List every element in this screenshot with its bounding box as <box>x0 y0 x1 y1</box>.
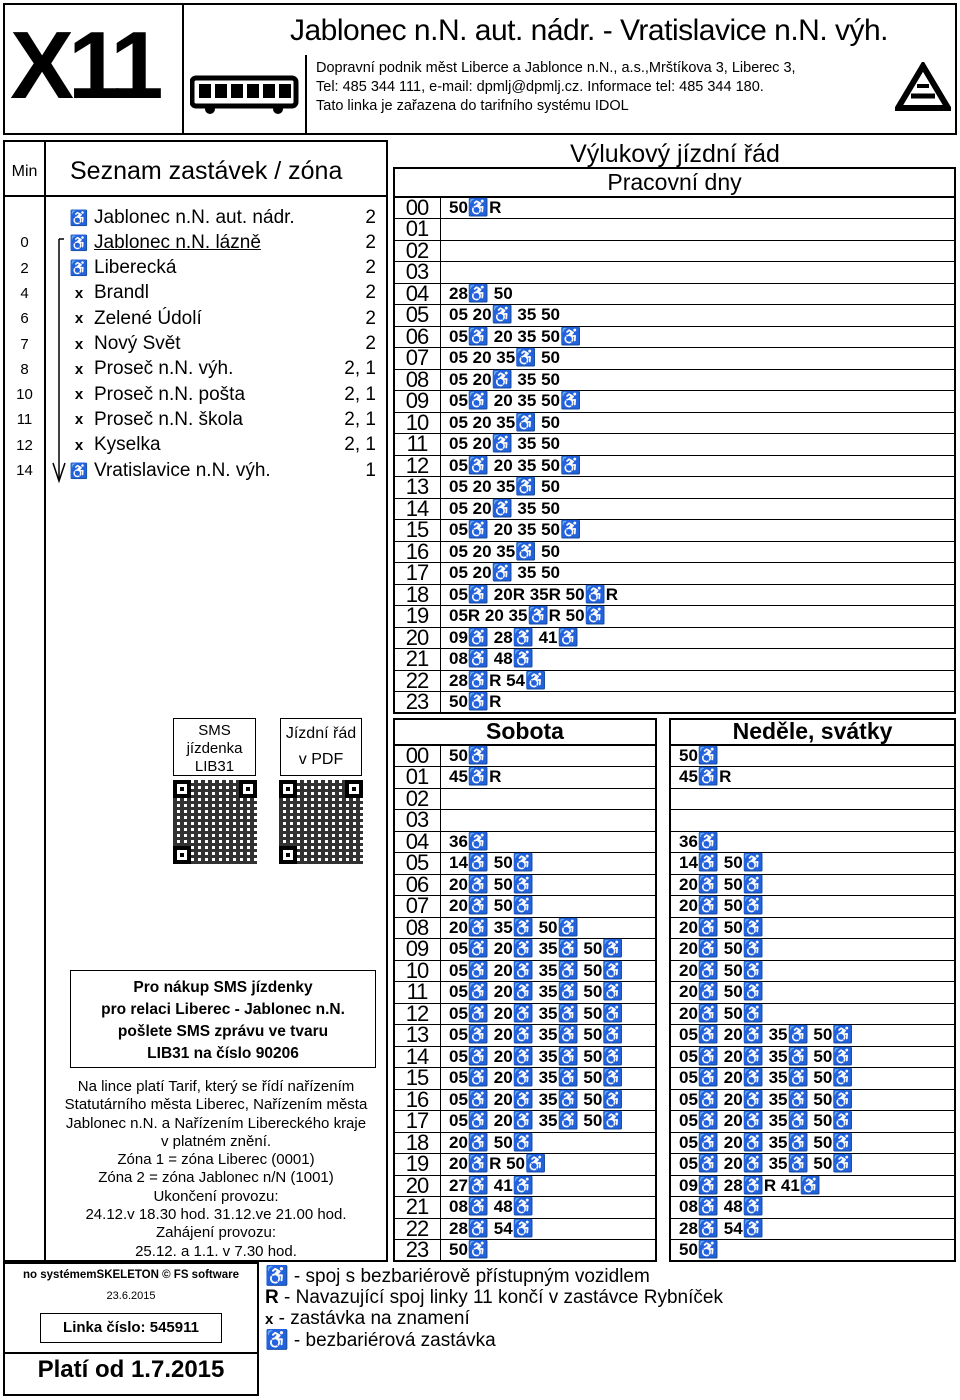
schedule-minutes: 05 20♿ 35 50 <box>449 434 560 454</box>
schedule-row <box>393 345 956 371</box>
stop-name: Proseč n.N. škola <box>94 408 243 430</box>
request-stop-mark: x <box>74 335 84 353</box>
schedule-minutes: 09♿ 28♿ 41♿ <box>449 627 579 647</box>
valid-from: Platí od 1.7.2015 <box>37 1356 225 1383</box>
weekday-schedule <box>393 194 956 715</box>
schedule-minutes: 50♿ <box>449 1240 490 1260</box>
pdf-timetable-box: Jízdní řád v PDF <box>280 718 362 776</box>
valid-from-divider <box>3 1352 259 1354</box>
stop-zone: 2, 1 <box>344 408 376 430</box>
line-number: Linka číslo: 545911 <box>63 1319 199 1336</box>
schedule-row <box>669 1089 956 1111</box>
min-header-divider <box>3 195 46 197</box>
schedule-row <box>393 624 956 650</box>
schedule-row <box>393 603 956 629</box>
schedule-hour: 10 <box>405 409 429 435</box>
line-number-box <box>40 1313 222 1343</box>
schedule-hour: 17 <box>405 1108 429 1134</box>
schedule-row <box>669 1003 956 1025</box>
request-stop-mark: x <box>74 411 84 429</box>
schedule-hour: 19 <box>405 603 429 629</box>
schedule-minutes: 45♿R <box>679 767 732 787</box>
accessible-stop-icon: ♿ <box>69 234 89 252</box>
schedule-row <box>669 917 956 939</box>
legend-accessible-stop: ♿ - bezbariérová zastávka <box>265 1330 496 1351</box>
schedule-row <box>393 323 956 349</box>
schedule-hour: 20 <box>405 624 429 650</box>
schedule-hour: 03 <box>405 807 429 833</box>
sms-info-box: Pro nákup SMS jízdenky pro relaci Liberec - Jablonec n.N. pošlete SMS zprávu ve tvaru LIB31 na číslo 90206 <box>70 970 376 1068</box>
schedule-row <box>393 689 956 715</box>
schedule-hour: 13 <box>405 1022 429 1048</box>
schedule-row <box>669 939 956 961</box>
schedule-minutes: 20♿ 50♿ <box>679 939 764 959</box>
schedule-minutes: 05♿ 20♿ 35♿ 50♿ <box>449 960 624 980</box>
schedule-minutes: 36♿ <box>449 831 490 851</box>
schedule-row <box>669 853 956 875</box>
schedule-minutes: 50♿R <box>449 692 502 712</box>
saturday-title: Sobota <box>486 718 564 744</box>
legend-request-stop: x - zastávka na znamení <box>265 1308 470 1329</box>
stop-name: Proseč n.N. pošta <box>94 383 246 405</box>
stop-zone: 2 <box>365 231 376 253</box>
schedule-row <box>393 259 956 285</box>
schedule-hour: 21 <box>405 1194 429 1220</box>
schedule-hour: 04 <box>405 828 429 854</box>
header-mid-divider <box>305 55 307 135</box>
schedule-row <box>669 831 956 853</box>
schedule-minutes: 20♿ 50♿ <box>679 982 764 1002</box>
schedule-minutes: 36♿ <box>679 831 720 851</box>
schedule-hour: 00 <box>405 194 429 220</box>
saturday-schedule <box>393 742 657 1263</box>
schedule-hour: 12 <box>405 1000 429 1026</box>
sunday-title: Neděle, svátky <box>732 718 893 744</box>
schedule-minutes: 50♿ <box>449 745 490 765</box>
schedule-row <box>393 495 956 521</box>
schedule-hour: 07 <box>405 345 429 371</box>
contact-info: Tel: 485 344 111, e-mail: dpmlj@dpmlj.cz. Informace tel: 485 344 180. <box>316 79 764 95</box>
schedule-hour: 23 <box>405 689 429 715</box>
legend <box>265 1266 955 1351</box>
schedule-hour: 01 <box>405 764 429 790</box>
schedule-minutes: 05♿ 20 35 50♿ <box>449 455 582 475</box>
schedule-hour: 14 <box>405 495 429 521</box>
schedule-hour: 18 <box>405 1129 429 1155</box>
legend-connection: R - Navazující spoj linky 11 končí v zastávce Rybníček <box>265 1287 723 1308</box>
accessible-stop-icon: ♿ <box>69 209 89 227</box>
schedule-row <box>393 560 956 586</box>
line-code: X11 <box>10 12 158 119</box>
accessible-stop-icon: ♿ <box>69 260 89 278</box>
operator-info: Dopravní podnik měst Liberce a Jablonce n.N., a.s.,Mrštíkova 3, Liberec 3, <box>316 60 796 76</box>
schedule-hour: 04 <box>405 280 429 306</box>
schedule-hour: 05 <box>405 302 429 328</box>
schedule-minutes: 05♿ 20♿ 35♿ 50♿ <box>679 1111 854 1131</box>
schedule-row <box>669 1154 956 1176</box>
schedule-minutes: 05 20 35♿ 50 <box>449 348 560 368</box>
schedule-minutes: 05R 20 35♿R 50♿ <box>449 606 606 626</box>
schedule-minutes: 20♿ 50♿ <box>449 896 534 916</box>
print-date: 23.6.2015 <box>106 1290 156 1302</box>
stop-name: Jablonec n.N. aut. nádr. <box>94 206 295 228</box>
schedule-minutes: 20♿R 50♿ <box>449 1154 547 1174</box>
stop-row <box>3 205 388 230</box>
direction-arrow-icon <box>52 235 66 485</box>
schedule-minutes: 05♿ 20♿ 35♿ 50♿ <box>679 1025 854 1045</box>
bus-icon <box>190 64 300 119</box>
schedule-minutes: 20♿ 50♿ <box>679 917 764 937</box>
schedule-hour: 20 <box>405 1172 429 1198</box>
schedule-hour: 15 <box>405 517 429 543</box>
schedule-minutes: 09♿ 28♿R 41♿ <box>679 1175 821 1195</box>
stop-minute: 0 <box>20 234 29 252</box>
schedule-minutes: 20♿ 50♿ <box>679 1003 764 1023</box>
schedule-row <box>393 302 956 328</box>
schedule-row <box>393 194 956 220</box>
schedule-minutes: 20♿ 50♿ <box>679 874 764 894</box>
schedule-minutes: 28♿ 54♿ <box>449 1218 534 1238</box>
schedule-minutes: 14♿ 50♿ <box>449 853 534 873</box>
schedule-hour: 13 <box>405 474 429 500</box>
schedule-row <box>669 1240 956 1262</box>
schedule-hour: 08 <box>405 366 429 392</box>
schedule-row <box>393 431 956 457</box>
stop-minute: 14 <box>16 462 33 479</box>
schedule-row <box>669 745 956 767</box>
schedule-hour: 15 <box>405 1065 429 1091</box>
min-header: Min <box>11 163 38 180</box>
stop-zone: 2 <box>365 333 376 354</box>
request-stop-mark: x <box>74 436 84 454</box>
schedule-minutes: 28♿ 54♿ <box>679 1218 764 1238</box>
schedule-row <box>393 216 956 242</box>
sms-qr-code[interactable] <box>173 780 257 864</box>
schedule-row <box>669 788 956 810</box>
request-stop-mark: x <box>74 360 84 378</box>
request-stop-mark: x <box>74 310 84 328</box>
schedule-hour: 23 <box>405 1237 429 1263</box>
schedule-row <box>393 646 956 672</box>
schedule-minutes: 28♿ 50 <box>449 283 513 303</box>
schedule-hour: 12 <box>405 452 429 478</box>
schedule-minutes: 08♿ 48♿ <box>449 1197 534 1217</box>
schedule-row <box>393 452 956 478</box>
schedule-minutes: 05♿ 20♿ 35♿ 50♿ <box>449 939 624 959</box>
stop-minute: 12 <box>16 436 33 454</box>
schedule-row <box>669 1175 956 1197</box>
schedule-hour: 16 <box>405 538 429 564</box>
schedule-hour: 17 <box>405 560 429 586</box>
schedule-row <box>669 1218 956 1240</box>
schedule-row <box>669 1046 956 1068</box>
schedule-minutes: 05♿ 20 35 50♿ <box>449 326 582 346</box>
schedule-hour: 22 <box>405 667 429 693</box>
schedule-minutes: 05♿ 20♿ 35♿ 50♿ <box>449 1025 624 1045</box>
schedule-hour: 03 <box>405 259 429 285</box>
sms-ticket-box: SMS jízdenka LIB31 <box>173 718 256 776</box>
schedule-hour: 02 <box>405 785 429 811</box>
stop-minute: 11 <box>16 411 33 429</box>
schedule-row <box>393 1237 657 1263</box>
stop-zone: 2 <box>365 257 376 279</box>
schedule-hour: 09 <box>405 936 429 962</box>
stop-minute: 4 <box>20 284 29 302</box>
schedule-hour: 19 <box>405 1151 429 1177</box>
request-stop-mark: x <box>74 386 84 404</box>
timetable-title: Výlukový jízdní řád <box>570 140 780 168</box>
stop-minute: 10 <box>16 386 33 404</box>
schedule-row <box>393 474 956 500</box>
schedule-hour: 18 <box>405 581 429 607</box>
schedule-minutes: 05♿ 20♿ 35♿ 50♿ <box>449 1046 624 1066</box>
line-code-divider <box>182 3 184 135</box>
schedule-minutes: 05♿ 20♿ 35♿ 50♿ <box>449 982 624 1002</box>
stop-zone: 2, 1 <box>344 358 376 380</box>
schedule-minutes: 05 20♿ 35 50 <box>449 563 560 583</box>
schedule-hour: 00 <box>405 742 429 768</box>
schedule-hour: 06 <box>405 871 429 897</box>
schedule-minutes: 05♿ 20♿ 35♿ 50♿ <box>449 1111 624 1131</box>
stop-name: Jablonec n.N. lázně <box>94 231 261 253</box>
schedule-minutes: 20♿ 50♿ <box>449 1132 534 1152</box>
schedule-minutes: 05 20 35♿ 50 <box>449 477 560 497</box>
stop-minute: 2 <box>20 259 29 277</box>
stop-zone: 2, 1 <box>344 383 376 405</box>
stop-minute: 6 <box>20 310 29 328</box>
schedule-minutes: 05♿ 20♿ 35♿ 50♿ <box>679 1154 854 1174</box>
legend-accessible-vehicle: ♿ - spoj s bezbariérově přístupným vozidlem <box>265 1266 650 1287</box>
weekday-title: Pracovní dny <box>607 169 742 195</box>
stop-name: Vratislavice n.N. výh. <box>94 459 271 481</box>
stop-zone: 2 <box>365 282 376 304</box>
schedule-row <box>669 1025 956 1047</box>
schedule-hour: 16 <box>405 1086 429 1112</box>
schedule-row <box>669 810 956 832</box>
schedule-row <box>393 366 956 392</box>
stop-minute: 8 <box>20 360 29 378</box>
schedule-hour: 07 <box>405 893 429 919</box>
schedule-minutes: 05 20 35♿ 50 <box>449 541 560 561</box>
schedule-minutes: 05♿ 20 35 50♿ <box>449 520 582 540</box>
stop-name: Kyselka <box>94 434 161 456</box>
schedule-hour: 01 <box>405 216 429 242</box>
accessible-stop-icon: ♿ <box>69 462 89 480</box>
schedule-hour: 11 <box>406 431 428 457</box>
schedule-row <box>669 767 956 789</box>
schedule-row <box>393 581 956 607</box>
request-stop-mark: x <box>74 284 84 302</box>
schedule-minutes: 08♿ 48♿ <box>449 649 534 669</box>
schedule-hour: 22 <box>405 1215 429 1241</box>
stop-zone: 2 <box>365 206 376 228</box>
schedule-minutes: 45♿R <box>449 767 502 787</box>
route-title: Jablonec n.N. aut. nádr. - Vratislavice n.N. výh. <box>290 14 889 47</box>
schedule-hour: 11 <box>406 979 428 1005</box>
schedule-row <box>393 517 956 543</box>
pdf-qr-code[interactable] <box>279 780 363 864</box>
schedule-minutes: 05 20♿ 35 50 <box>449 498 560 518</box>
stop-minute: 7 <box>20 335 29 353</box>
schedule-hour: 09 <box>405 388 429 414</box>
schedule-minutes: 05♿ 20♿ 35♿ 50♿ <box>679 1132 854 1152</box>
schedule-minutes: 05♿ 20R 35R 50♿R <box>449 584 618 604</box>
stops-title-divider <box>44 195 388 197</box>
schedule-row <box>669 1197 956 1219</box>
idol-info: Tato linka je zařazena do tarifního systému IDOL <box>316 98 629 114</box>
schedule-hour: 08 <box>405 914 429 940</box>
schedule-row <box>669 1132 956 1154</box>
schedule-minutes: 50♿ <box>679 745 720 765</box>
stop-zone: 2 <box>365 307 376 329</box>
tariff-info: Na lince platí Tarif, který se řídí nařízením Statutárního města Liberec, Nařízením města Jablonec n.N. a Nařízením Libereckého kraje v platném znění. Zóna 1 = zóna Liberec (0001) Zóna 2 = zóna Jablonec n/N (1001) Ukončení provozu: 24.12.v 18.30 hod. 31.12.ve 21.00 hod. Zahájení provozu: 25.12. a 1.1. v 7.30 hod. <box>64 1078 368 1260</box>
schedule-minutes: 28♿R 54♿ <box>449 670 547 690</box>
schedule-row <box>669 1111 956 1133</box>
schedule-row <box>393 409 956 435</box>
schedule-minutes: 50♿R <box>449 197 502 217</box>
schedule-hour: 14 <box>405 1043 429 1069</box>
schedule-minutes: 05♿ 20♿ 35♿ 50♿ <box>679 1068 854 1088</box>
software-credit: no systémemSKELETON © FS software <box>23 1269 239 1281</box>
schedule-minutes: 05 20♿ 35 50 <box>449 305 560 325</box>
schedule-minutes: 08♿ 48♿ <box>679 1197 764 1217</box>
schedule-row <box>393 667 956 693</box>
schedule-row <box>393 388 956 414</box>
stop-name: Brandl <box>94 282 149 304</box>
schedule-minutes: 20♿ 35♿ 50♿ <box>449 917 579 937</box>
schedule-row <box>669 874 956 896</box>
schedule-row <box>669 896 956 918</box>
sunday-schedule <box>669 745 956 1261</box>
stop-zone: 1 <box>365 459 376 481</box>
schedule-minutes: 20♿ 50♿ <box>449 874 534 894</box>
stop-name: Zelené Údolí <box>94 307 202 329</box>
schedule-minutes: 50♿ <box>679 1240 720 1260</box>
schedule-row <box>393 280 956 306</box>
schedule-minutes: 05♿ 20 35 50♿ <box>449 391 582 411</box>
schedule-minutes: 05♿ 20♿ 35♿ 50♿ <box>449 1068 624 1088</box>
schedule-hour: 02 <box>405 237 429 263</box>
stop-name: Proseč n.N. výh. <box>94 358 234 380</box>
stop-zone: 2, 1 <box>344 434 376 456</box>
schedule-row <box>393 237 956 263</box>
schedule-minutes: 05♿ 20♿ 35♿ 50♿ <box>679 1046 854 1066</box>
schedule-row <box>669 982 956 1004</box>
stops-title: Seznam zastávek / zóna <box>70 157 343 185</box>
schedule-hour: 21 <box>405 646 429 672</box>
schedule-row <box>669 1068 956 1090</box>
schedule-hour: 05 <box>405 850 429 876</box>
stop-name: Nový Svět <box>94 333 181 354</box>
schedule-minutes: 05♿ 20♿ 35♿ 50♿ <box>679 1089 854 1109</box>
schedule-minutes: 20♿ 50♿ <box>679 960 764 980</box>
schedule-hour: 10 <box>405 957 429 983</box>
stop-name: Liberecká <box>94 257 177 279</box>
schedule-minutes: 05♿ 20♿ 35♿ 50♿ <box>449 1089 624 1109</box>
idol-logo-icon <box>895 62 951 112</box>
schedule-minutes: 27♿ 41♿ <box>449 1175 534 1195</box>
schedule-minutes: 05 20♿ 35 50 <box>449 369 560 389</box>
schedule-minutes: 20♿ 50♿ <box>679 896 764 916</box>
schedule-row <box>393 538 956 564</box>
schedule-row <box>669 960 956 982</box>
schedule-hour: 06 <box>405 323 429 349</box>
schedule-minutes: 05♿ 20♿ 35♿ 50♿ <box>449 1003 624 1023</box>
schedule-minutes: 05 20 35♿ 50 <box>449 412 560 432</box>
schedule-minutes: 14♿ 50♿ <box>679 853 764 873</box>
